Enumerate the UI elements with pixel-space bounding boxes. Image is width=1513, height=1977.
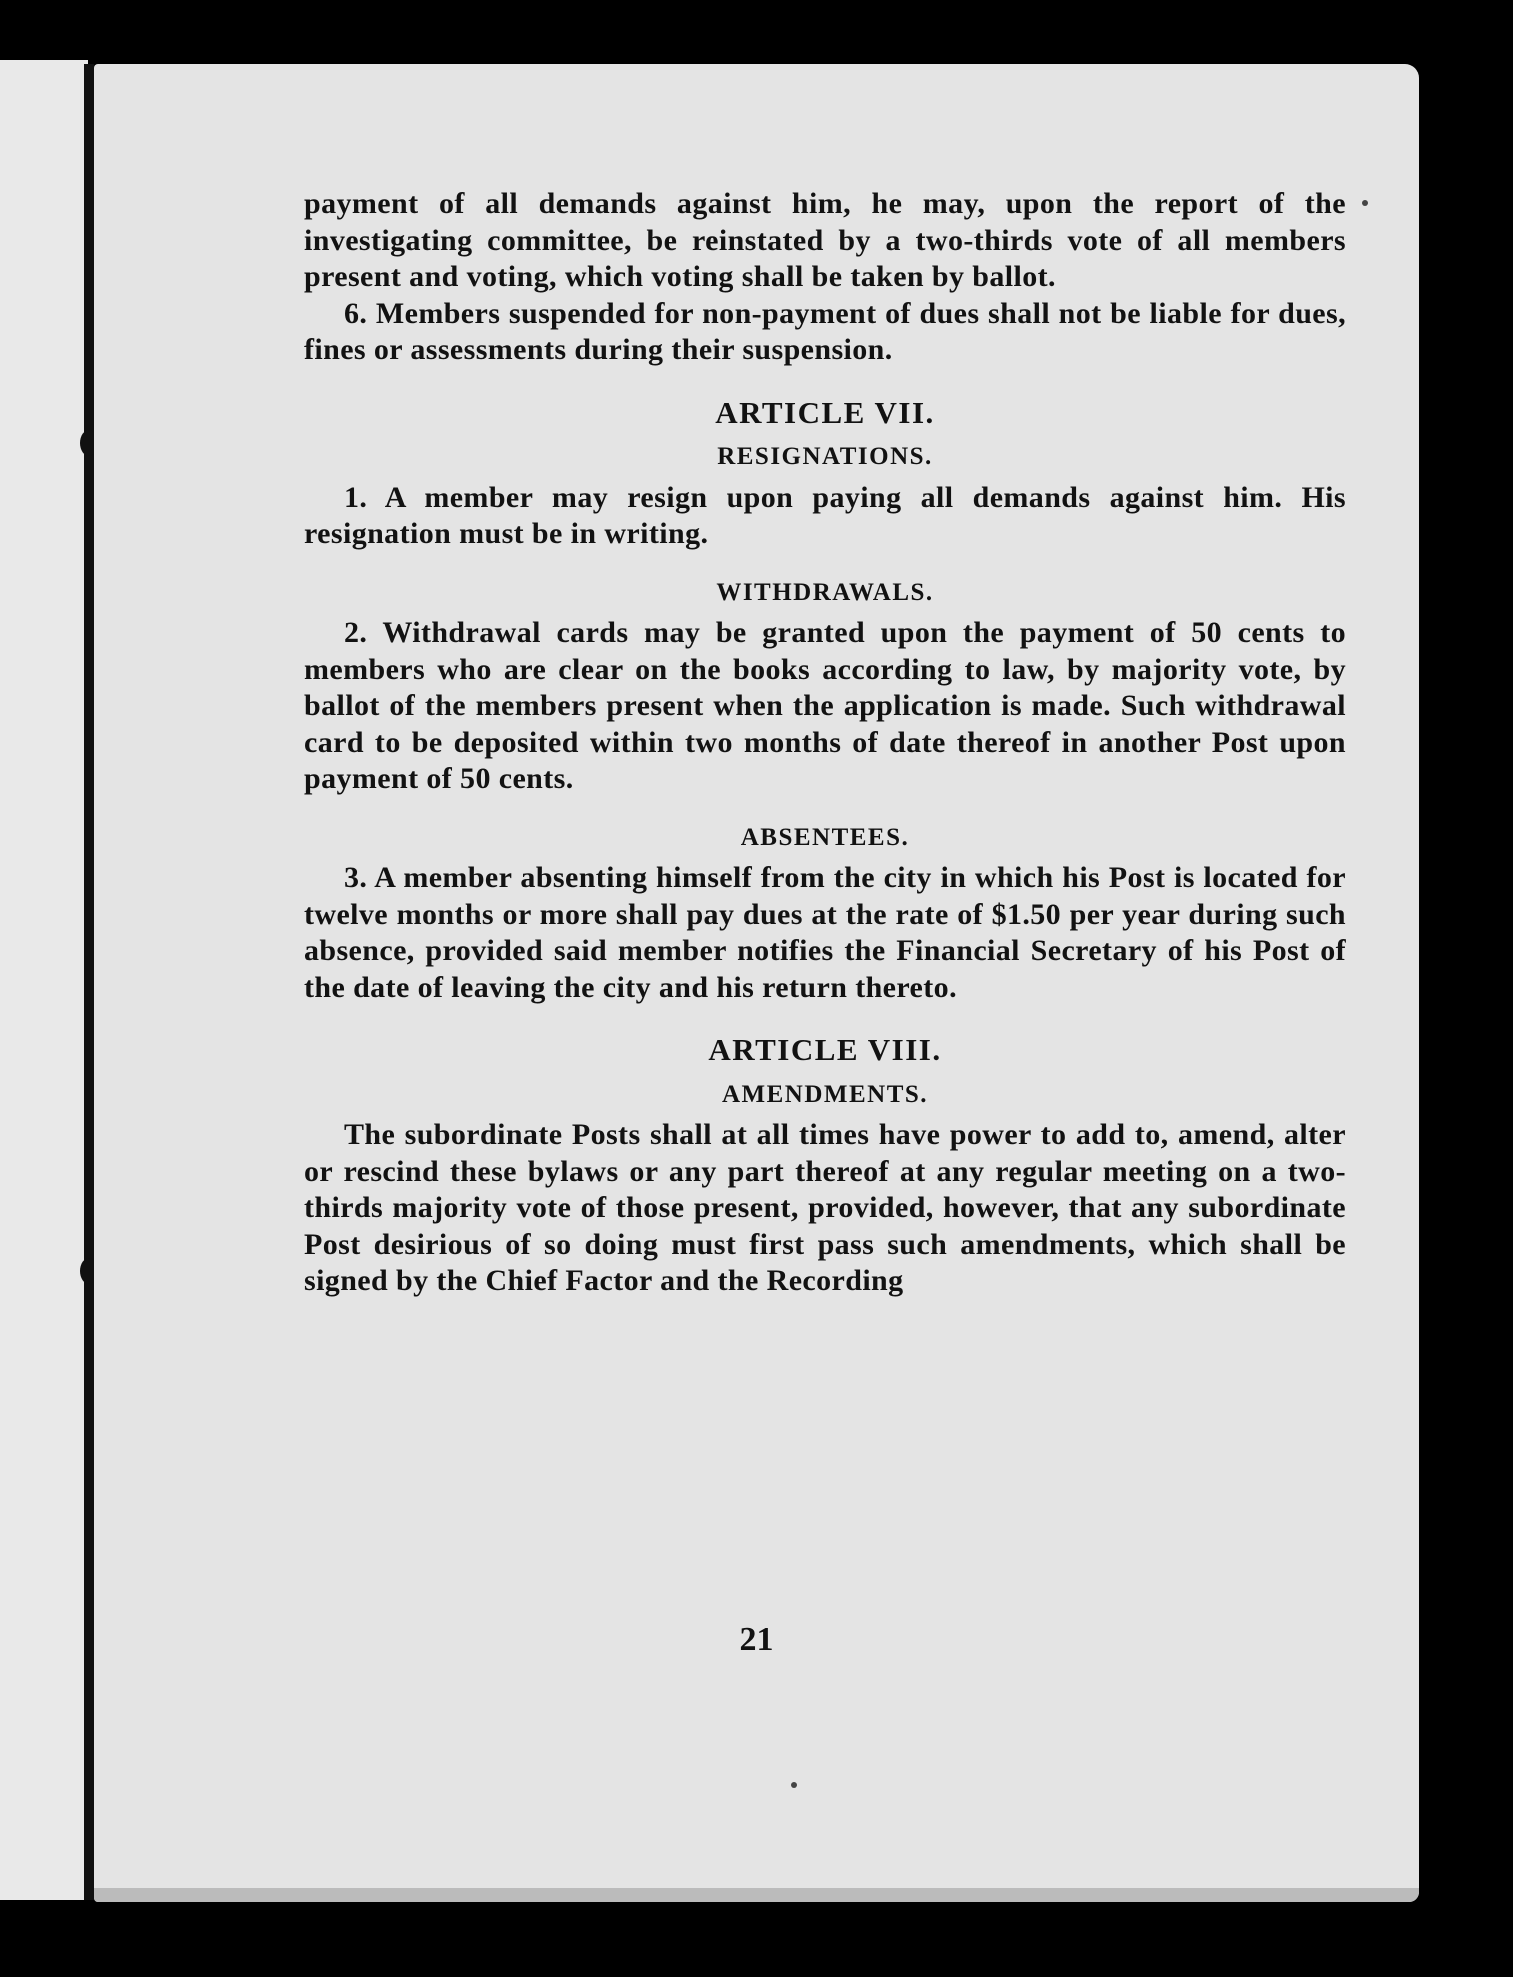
book-page: [94, 64, 1419, 1902]
resignations-heading: RESIGNATIONS.: [717, 443, 933, 470]
speck: [1362, 200, 1368, 206]
paragraph-continuation: payment of all demands against him, he may, upon the report of the investigating committee, be reinstated by a two-thirds vote of all members present and voting, which voting shall be taken by ballot.: [304, 187, 1346, 293]
article-viii-heading: ARTICLE VIII.: [708, 1032, 942, 1067]
speck: [791, 1782, 797, 1788]
amendments-heading: AMENDMENTS.: [721, 1080, 929, 1108]
resignations-paragraph: 1. A member may resign upon paying all demands against him. His resignation must be in writing.: [304, 480, 1346, 550]
page-text: [304, 186, 1346, 1300]
binding-gutter: [84, 64, 94, 1900]
amendments-paragraph: The subordinate Posts shall at all times have power to add to, amend, alter or rescind these bylaws or any part thereof at any regular meeting on a two-thirds majority vote of those present, provided, however, that any subordinate Post desirious of so doing must first pass such amendments, which shall be signed by the Chief Factor and the Recording: [304, 1118, 1346, 1297]
page-number: 21: [739, 1621, 774, 1658]
article-vii-heading: ARTICLE VII.: [715, 394, 935, 430]
absentees-heading: ABSENTEES.: [740, 823, 910, 851]
withdrawals-paragraph: 2. Withdrawal cards may be granted upon the payment of 50 cents to members who are clear on the books according to law, by majority vote, by ballot of the members present when the application is made. Such withdrawal card to be deposited within two months of date thereof in another Post upon payment of 50 cents.: [304, 616, 1346, 795]
absentees-paragraph: 3. A member absenting himself from the city in which his Post is located for twelve months or more shall pay dues at the rate of $1.50 per year during such absence, provided said member notifies the Financial Secretary of his Post of the date of leaving the city and his return thereto.: [304, 861, 1346, 1004]
left-page-strip: [0, 60, 88, 1900]
withdrawals-heading: WITHDRAWALS.: [716, 578, 934, 606]
paragraph-section-6: 6. Members suspended for non-payment of dues shall not be liable for dues, fines or assessments during their suspension.: [304, 296, 1346, 366]
